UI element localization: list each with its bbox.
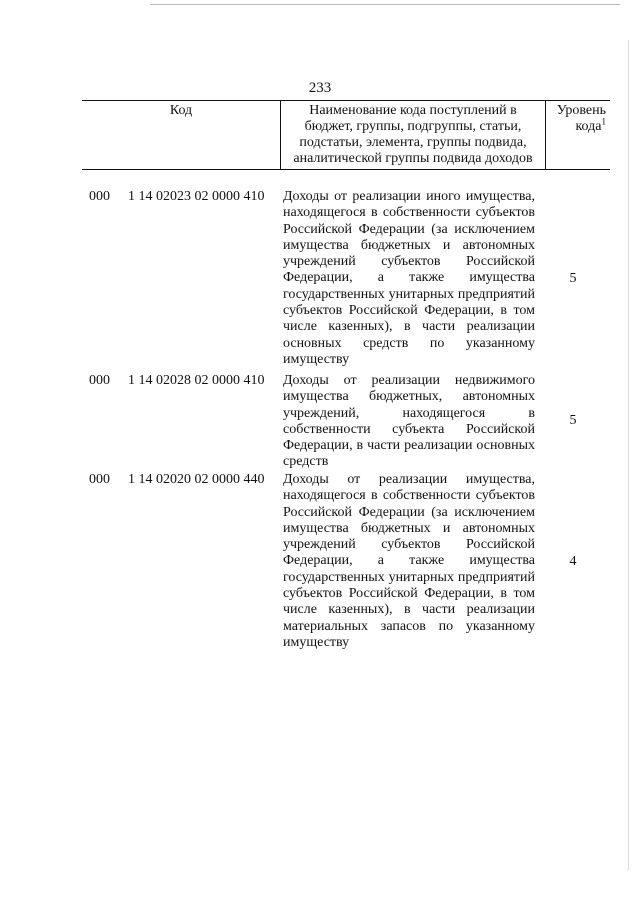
row-admin-code: 000: [89, 373, 110, 388]
scan-edge-right: [628, 40, 629, 870]
row-income-code: 1 14 02023 02 0000 410: [128, 189, 265, 204]
row-income-code: 1 14 02020 02 0000 440: [128, 472, 265, 487]
scan-edge-top: [150, 4, 620, 5]
row-level: 5: [569, 271, 577, 286]
header-level-footnote: 1: [601, 116, 606, 127]
page-number: 233: [308, 80, 332, 96]
header-level-cell: [546, 101, 611, 170]
row-income-name: Доходы от реализации иного имущества, находящегося в собственности субъектов Российской Федерации (за исключением имущества бюджетных и автономных учреждений субъектов Российской Федерации, а также имущества государственных унитарных предприятий субъектов Российской Федерации, в том числе казенных), в части реализации основных средств по указанному имуществу: [283, 189, 535, 367]
header-name-label: Наименование кода поступлений в бюджет, группы, подгруппы, статьи, подстатьи, элемента, группы подвида, аналитической группы подвида доходов: [293, 103, 533, 166]
row-income-code: 1 14 02028 02 0000 410: [128, 373, 265, 388]
row-admin-code: 000: [89, 472, 110, 487]
header-code-cell: [82, 101, 281, 170]
row-level: 5: [569, 413, 577, 428]
header-level-label: [550, 103, 606, 135]
row-income-name: Доходы от реализации имущества, находящегося в собственности субъектов Российской Федерации (за исключением имущества бюджетных и автономных учреждений субъектов Российской Федерации, а также имущества государственных унитарных предприятий субъектов Российской Федерации, в том числе казенных), в части реализации материальных запасов по указанному имуществу: [283, 472, 535, 650]
row-level: 4: [569, 554, 577, 569]
header-code-label: Код: [169, 103, 193, 118]
row-income-name: Доходы от реализации недвижимого имущества бюджетных, автономных учреждений, находящегося в собственности субъекта Российской Федерации, в части реализации основных средств: [283, 373, 535, 470]
header-name-cell: [281, 101, 546, 170]
table-header: [82, 100, 610, 170]
row-admin-code: 000: [89, 189, 110, 204]
header-level-text: Уровень кода: [556, 103, 606, 134]
